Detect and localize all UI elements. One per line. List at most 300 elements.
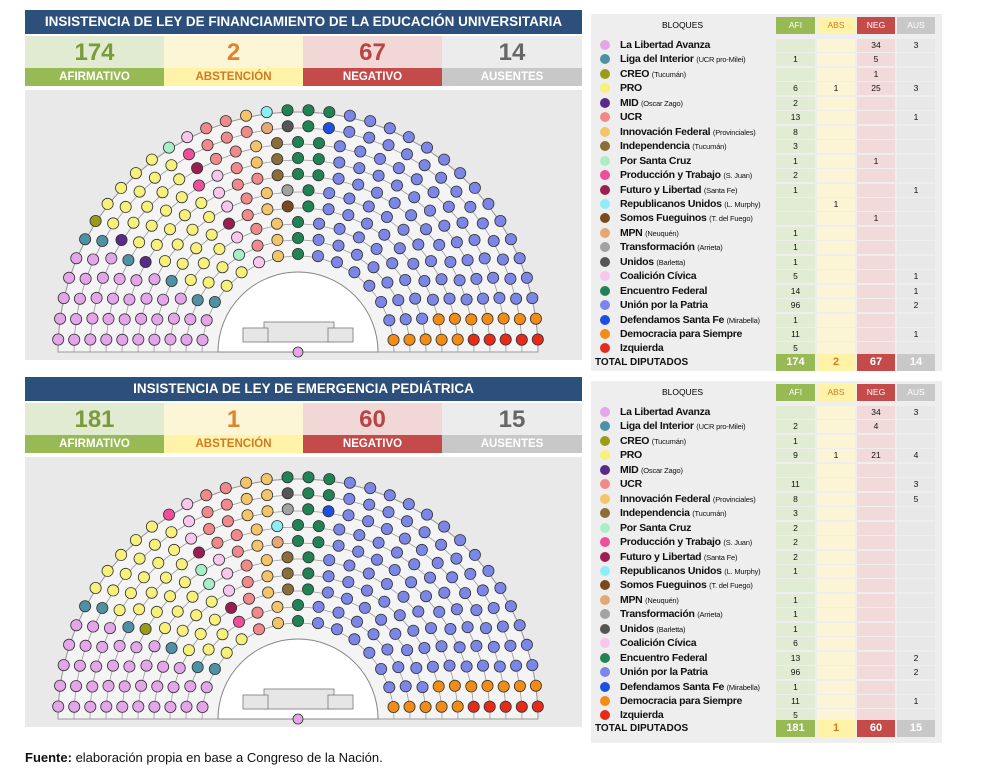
seat (521, 639, 532, 650)
cell-abs (817, 623, 855, 636)
cell-afi: 11 (776, 328, 815, 341)
seat (419, 160, 430, 171)
party-name: Somos Fueguinos (T. del Fuego) (620, 212, 753, 225)
table-row (591, 96, 942, 111)
cell-abs (817, 111, 855, 124)
seat (421, 142, 432, 153)
cell-afi: 1 (776, 314, 815, 327)
cell-afi: 5 (776, 709, 815, 722)
seat (292, 136, 303, 147)
cell-afi (776, 212, 815, 225)
cell-aus (897, 256, 935, 269)
seat (87, 313, 98, 324)
cell-aus (897, 681, 935, 694)
seat (303, 105, 314, 116)
cell-aus (897, 212, 935, 225)
seat (420, 591, 431, 602)
seat (292, 152, 303, 163)
seat (146, 521, 157, 532)
seat (443, 201, 454, 212)
cell-aus: 1 (897, 111, 935, 124)
cell-afi: 96 (776, 299, 815, 312)
table-row (591, 125, 942, 140)
cell-aus: 3 (897, 406, 935, 419)
seat (149, 641, 160, 652)
cell-aus (897, 140, 935, 153)
president-seat (293, 347, 303, 357)
cell-afi: 2 (776, 169, 815, 182)
seat (406, 577, 417, 588)
seat (252, 240, 263, 251)
cell-aus (897, 68, 935, 81)
seat (181, 701, 192, 712)
seat (343, 210, 354, 221)
party-subtitle: (Provinciales) (712, 494, 756, 504)
party-subtitle: (Santa Fe) (703, 185, 738, 195)
seat (371, 187, 382, 198)
cell-abs (817, 53, 855, 66)
cell-abs (817, 314, 855, 327)
seat (363, 516, 374, 527)
seat (323, 571, 334, 582)
seat (391, 180, 402, 191)
cell-aus: 3 (897, 478, 935, 491)
party-color-dot (600, 537, 610, 547)
header-neg: NEG (857, 17, 895, 34)
seat (292, 232, 303, 243)
seat (272, 521, 283, 532)
cell-neg: 1 (857, 68, 895, 81)
cell-afi (776, 579, 815, 592)
total-ausentes-value: 15 (442, 403, 582, 435)
cell-neg (857, 493, 895, 506)
total-afirmativo (25, 403, 164, 453)
cell-aus (897, 314, 935, 327)
seat (351, 249, 362, 260)
seat (186, 533, 197, 544)
seat (251, 223, 262, 234)
party-color-dot (600, 508, 610, 518)
seat (363, 568, 374, 579)
cell-aus (897, 126, 935, 139)
cell-aus (897, 536, 935, 549)
total-negativo-label: NEGATIVO (303, 68, 442, 86)
seat (119, 681, 130, 692)
seat (252, 607, 263, 618)
cell-afi: 1 (776, 565, 815, 578)
blocks-table (591, 381, 942, 743)
seat (462, 255, 473, 266)
seat (511, 660, 522, 671)
seat (159, 256, 170, 267)
cell-afi: 3 (776, 140, 815, 153)
table-row (591, 535, 942, 550)
table-row (591, 197, 942, 212)
seat (223, 585, 234, 596)
seat (331, 624, 342, 635)
seat (158, 294, 169, 305)
seat (324, 188, 335, 199)
seat (103, 680, 114, 691)
seat (80, 640, 91, 651)
seat (251, 141, 262, 152)
seat (355, 146, 366, 157)
seat (232, 546, 243, 557)
party-color-dot (600, 552, 610, 562)
seat (206, 229, 217, 240)
cell-abs (817, 270, 855, 283)
seat (177, 258, 188, 269)
presidency-desk (328, 695, 353, 709)
seat (376, 663, 387, 674)
cell-neg (857, 435, 895, 448)
cell-afi: 13 (776, 111, 815, 124)
party-color-dot (600, 242, 610, 252)
party-name: PRO (620, 82, 642, 95)
seat (445, 623, 456, 634)
seat (71, 620, 82, 631)
party-subtitle: (T. del Fuego) (709, 581, 753, 591)
party-subtitle: (Mirabella) (726, 682, 760, 692)
party-name: Futuro y Libertad (Santa Fe) (620, 550, 738, 563)
cell-abs (817, 155, 855, 168)
party-color-dot (600, 228, 610, 238)
seat (452, 701, 463, 712)
seat (334, 524, 345, 535)
party-name: Defendamos Santa Fe (Mirabella) (620, 680, 760, 693)
seat (272, 251, 283, 262)
cell-aus (897, 594, 935, 607)
seat (134, 186, 145, 197)
seat (381, 211, 392, 222)
seat (408, 258, 419, 269)
seat (449, 680, 460, 691)
cell-abs (817, 169, 855, 182)
seat (427, 294, 438, 305)
seat (282, 504, 293, 515)
seat (471, 273, 482, 284)
seat (445, 256, 456, 267)
cell-neg (857, 637, 895, 650)
party-color-dot (600, 566, 610, 576)
total-abstencion-label: ABSTENCIÓN (164, 68, 303, 86)
cell-abs (817, 299, 855, 312)
seat (97, 272, 108, 283)
seat (351, 616, 362, 627)
cell-abs (817, 681, 855, 694)
seat (141, 293, 152, 304)
seat (323, 204, 334, 215)
seat (272, 537, 283, 548)
seat (222, 201, 233, 212)
party-color-dot (600, 653, 610, 663)
seat (168, 313, 179, 324)
cell-abs (817, 126, 855, 139)
total-row-afi: 181 (776, 720, 815, 737)
party-name: Liga del Interior (UCR pro-Milei) (620, 420, 746, 433)
party-color-dot (600, 465, 610, 475)
table-row (591, 622, 942, 637)
party-color-dot (600, 156, 610, 166)
table-row (591, 240, 942, 255)
seat (384, 123, 395, 134)
seat (64, 639, 75, 650)
cell-aus (897, 522, 935, 535)
party-color-dot (600, 127, 610, 137)
seat (160, 572, 171, 583)
seat (303, 504, 314, 515)
party-color-dot (600, 421, 610, 431)
seat (271, 218, 282, 229)
party-subtitle: (Tucumán) (692, 142, 727, 152)
seat (421, 509, 432, 520)
party-subtitle: (T. del Fuego) (709, 214, 753, 224)
seat (333, 240, 344, 251)
seat (282, 552, 293, 563)
party-subtitle: (Arrieta) (697, 243, 723, 253)
seat (322, 587, 333, 598)
seat (402, 645, 413, 656)
table-row (591, 636, 942, 651)
cell-abs (817, 68, 855, 81)
total-afirmativo-value: 181 (25, 403, 164, 435)
seat (174, 662, 185, 673)
seat (403, 499, 414, 510)
seat (388, 334, 399, 345)
cell-afi: 1 (776, 435, 815, 448)
cell-aus: 1 (897, 285, 935, 298)
table-row (591, 665, 942, 680)
seat (420, 334, 431, 345)
table-row (591, 226, 942, 241)
seat (174, 174, 185, 185)
seat (282, 121, 293, 132)
party-subtitle: (Barletta) (656, 624, 686, 634)
seat (223, 218, 234, 229)
cell-afi (776, 39, 815, 52)
seat (444, 660, 455, 671)
seat (242, 210, 253, 221)
table-row (591, 506, 942, 521)
cell-aus: 2 (897, 652, 935, 665)
party-color-dot (600, 682, 610, 692)
cell-aus: 5 (897, 493, 935, 506)
cell-neg (857, 270, 895, 283)
seat (516, 701, 527, 712)
seat (365, 116, 376, 127)
seat (85, 334, 96, 345)
cell-abs (817, 97, 855, 110)
hemicycle-chart (25, 457, 582, 727)
seat (469, 549, 480, 560)
cell-abs (817, 666, 855, 679)
seat (220, 483, 231, 494)
seat (514, 620, 525, 631)
table-row (591, 154, 942, 169)
seat (101, 701, 112, 712)
seat (261, 555, 272, 566)
cell-afi (776, 406, 815, 419)
seat (168, 682, 179, 693)
seat (141, 660, 152, 671)
seat (152, 681, 163, 692)
seat (282, 584, 293, 595)
seat (500, 701, 511, 712)
seat (123, 622, 134, 633)
seat (439, 587, 450, 598)
party-color-dot (600, 170, 610, 180)
seat (209, 614, 220, 625)
seat (404, 701, 415, 712)
cell-aus (897, 637, 935, 650)
cell-abs (817, 406, 855, 419)
cell-neg (857, 198, 895, 211)
party-name: La Libertad Avanza (620, 406, 711, 418)
seat (206, 596, 217, 607)
seat (166, 527, 177, 538)
seat (236, 634, 247, 645)
seat (439, 220, 450, 231)
seat (420, 701, 431, 712)
seat (409, 559, 420, 570)
table-row (591, 38, 942, 53)
seat (53, 334, 64, 345)
cell-abs (817, 551, 855, 564)
seat (191, 610, 202, 621)
table-row (591, 578, 942, 593)
table-row (591, 110, 942, 125)
seat (232, 179, 243, 190)
seat (140, 256, 151, 267)
seat (159, 623, 170, 634)
seat (500, 334, 511, 345)
seat (313, 154, 324, 165)
seat (495, 582, 506, 593)
party-color-dot (600, 213, 610, 223)
seat (460, 588, 471, 599)
seat (382, 277, 393, 288)
party-name: Republicanos Unidos (L. Murphy) (620, 197, 761, 210)
cell-aus (897, 53, 935, 66)
cell-afi: 1 (776, 155, 815, 168)
seat (90, 215, 101, 226)
seat (193, 547, 204, 558)
cell-abs (817, 579, 855, 592)
seat (384, 682, 395, 693)
seat (165, 334, 176, 345)
cell-neg: 1 (857, 155, 895, 168)
seat (425, 623, 436, 634)
total-ausentes-label: AUSENTES (442, 68, 582, 86)
seat (354, 530, 365, 541)
seat (241, 110, 252, 121)
cell-abs (817, 652, 855, 665)
total-negativo-value: 67 (303, 36, 442, 68)
party-name: Por Santa Cruz (620, 521, 692, 534)
table-row (591, 139, 942, 154)
cell-neg (857, 184, 895, 197)
cell-neg: 1 (857, 212, 895, 225)
seat (226, 602, 237, 613)
cell-aus (897, 464, 935, 477)
seat (253, 624, 264, 635)
total-ausentes (442, 403, 582, 453)
seat (424, 205, 435, 216)
seat (203, 277, 214, 288)
seat (201, 315, 212, 326)
cell-afi (776, 464, 815, 477)
cell-afi: 2 (776, 551, 815, 564)
total-row-abs: 2 (817, 354, 855, 371)
seat (128, 217, 139, 228)
party-subtitle: (S. Juan) (723, 538, 753, 548)
seat (530, 313, 541, 324)
party-color-dot (600, 315, 610, 325)
seat (292, 248, 303, 259)
seat (104, 623, 115, 634)
seat (204, 211, 215, 222)
seat (483, 198, 494, 209)
cell-abs (817, 256, 855, 269)
cell-abs (817, 464, 855, 477)
seat (233, 616, 244, 627)
seat (165, 701, 176, 712)
party-name: UCR (620, 111, 642, 124)
total-row-label: TOTAL DIPUTADOS (595, 723, 689, 734)
party-color-dot (600, 329, 610, 339)
seat (419, 275, 430, 286)
seat (90, 582, 101, 593)
header-aus: AUS (897, 384, 935, 401)
seat (419, 527, 430, 538)
seat (444, 293, 455, 304)
cell-abs (817, 241, 855, 254)
seat (454, 642, 465, 653)
seat (505, 234, 516, 245)
seat (85, 701, 96, 712)
cell-afi (776, 198, 815, 211)
seat (230, 146, 241, 157)
cell-afi: 2 (776, 536, 815, 549)
seat (166, 275, 177, 286)
cell-abs (817, 39, 855, 52)
seat (102, 198, 113, 209)
party-color-dot (600, 710, 610, 720)
cell-afi: 2 (776, 97, 815, 110)
seat (103, 313, 114, 324)
seat (124, 661, 135, 672)
seat (292, 535, 303, 546)
seat (262, 204, 273, 215)
table-header (591, 381, 942, 401)
seat (187, 224, 198, 235)
cell-afi: 1 (776, 227, 815, 240)
seat (505, 601, 516, 612)
seat (241, 477, 252, 488)
cell-neg (857, 522, 895, 535)
seat (303, 488, 314, 499)
seat (410, 293, 421, 304)
seat (191, 243, 202, 254)
table-row (591, 255, 942, 270)
cell-abs (817, 695, 855, 708)
header-afi: AFI (776, 17, 815, 34)
seat (425, 256, 436, 267)
party-subtitle: (UCR pro-Milei) (696, 422, 746, 432)
seat (107, 293, 118, 304)
seat (221, 499, 232, 510)
cell-abs (817, 184, 855, 197)
